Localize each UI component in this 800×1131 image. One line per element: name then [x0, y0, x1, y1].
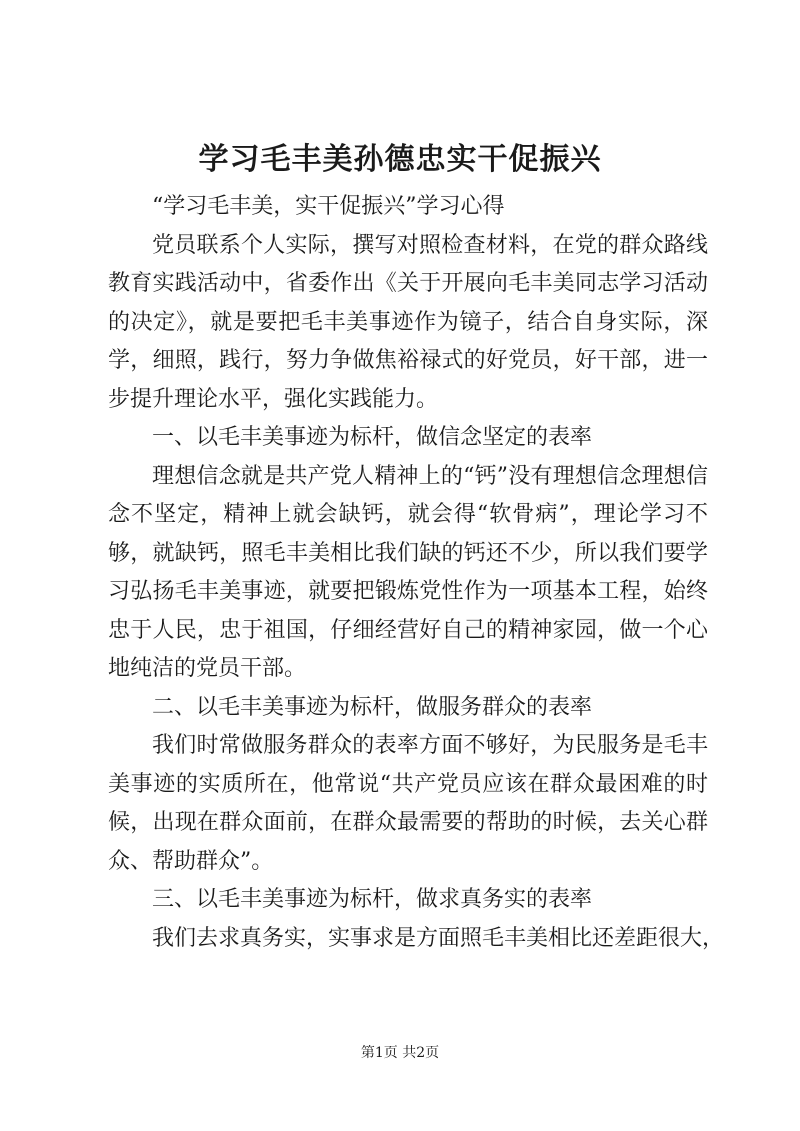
document-body — [108, 188, 725, 958]
paragraph-section-2: 我们时常做服务群众的表率方面不够好，为民服务是毛丰美事迹的实质所在，他常说“共产党员应该在群众最困难的时候，出现在群众面前，在群众最需要的帮助的时候，去关心群众、帮助群众”。 — [108, 733, 708, 874]
section-heading-2: 二、以毛丰美事迹为标杆，做服务群众的表率 — [152, 694, 593, 720]
section-heading-1: 一、以毛丰美事迹为标杆，做信念坚定的表率 — [152, 425, 593, 450]
paragraph-intro: 党员联系个人实际，撰写对照检查材料，在党的群众路线教育实践活动中，省委作出《关于开展向毛丰美同志学习活动的决定》，就是要把毛丰美事迹作为镜子，结合自身实际，深学，细照，践行，努力争做焦裕禄式的好党员，好干部，进一步提升理论水平，强化实践能力。 — [108, 232, 708, 412]
section-heading-3: 三、以毛丰美事迹为标杆，做求真务实的表率 — [152, 887, 593, 912]
paragraph-subtitle: “学习毛丰美，实干促振兴”学习心得 — [152, 194, 505, 219]
paragraph-section-1: 理想信念就是共产党人精神上的“钙”没有理想信念理想信念不坚定，精神上就会缺钙，就会得“软骨病”，理论学习不够，就缺钙，照毛丰美相比我们缺的钙还不少，所以我们要学习弘扬毛丰美事迹，就要把锻炼党性作为一项基本工程，始终忠于人民，忠于祖国，仔细经营好自己的精神家园，做一个心地纯洁的党员干部。 — [108, 463, 708, 681]
document-title: 学习毛丰美孙德忠实干促振兴 — [198, 142, 602, 177]
paragraph-section-3: 我们去求真务实，实事求是方面照毛丰美相比还差距很大， — [152, 925, 725, 951]
page-footer: 第1页 共2页 — [360, 1045, 440, 1061]
